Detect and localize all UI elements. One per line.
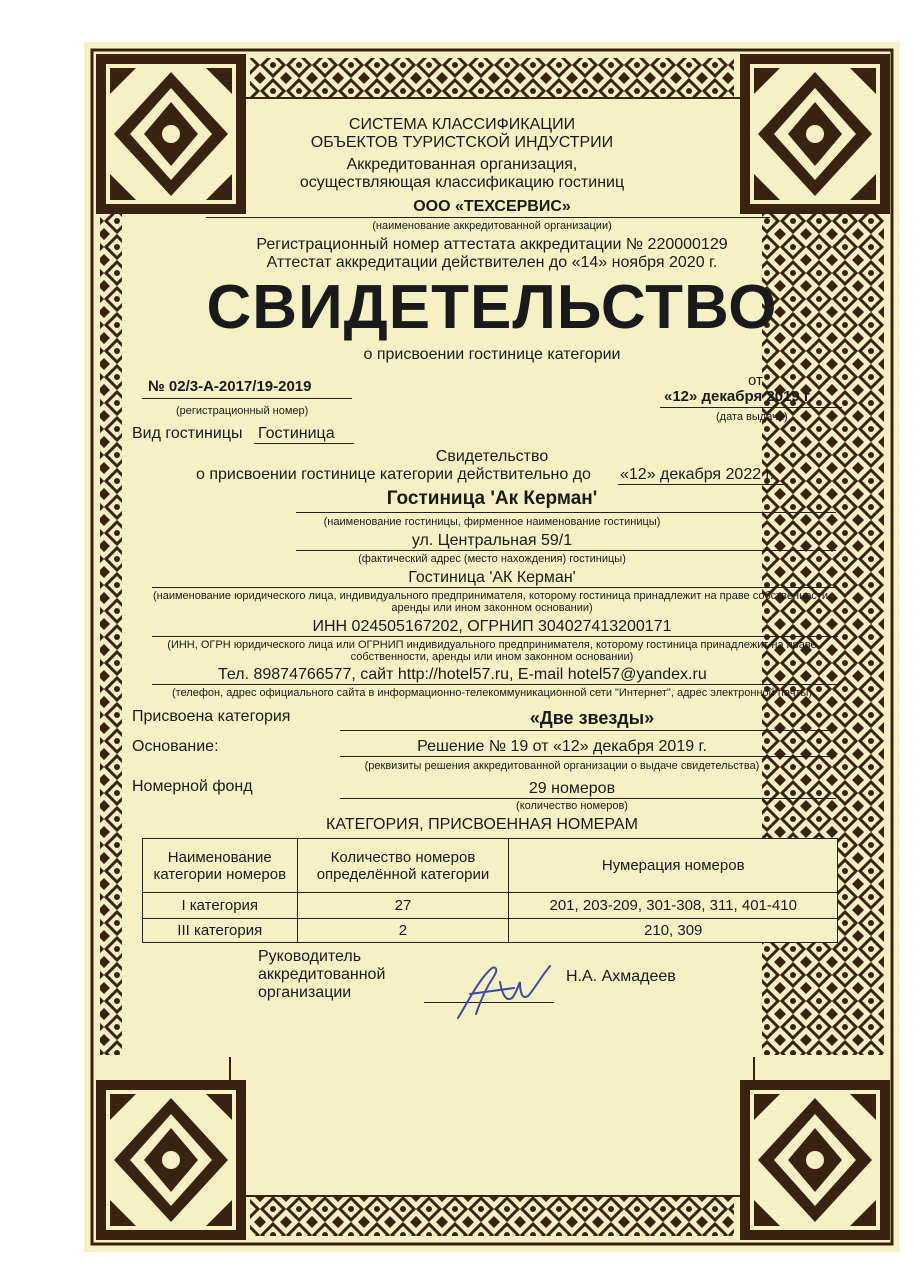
hotel-inn-underline	[152, 636, 838, 637]
org-description-line2: осуществляющая классификацию гостиниц	[299, 174, 625, 191]
rooms-value: 29 номеров	[528, 780, 616, 797]
document-title: СВИДЕТЕЛЬСТВО	[206, 273, 778, 342]
signatory-name: Н.А. Ахмадеев	[566, 968, 676, 985]
validity-line1: Свидетельство	[435, 448, 549, 465]
table-cell: I категория	[143, 893, 298, 919]
hotel-contacts-underline	[152, 684, 838, 685]
category-underline	[340, 730, 836, 731]
certificate-number: № 02/3-А-2017/19-2019	[148, 378, 312, 395]
certificate-number-underline	[142, 398, 352, 399]
hotel-address: ул. Центральная 59/1	[411, 532, 573, 549]
org-name-underline	[206, 217, 770, 218]
hotel-type-underline	[254, 443, 354, 444]
table-header-cell: Нумерация номеров	[509, 839, 838, 893]
hotel-type-label: Вид гостиницы	[132, 425, 243, 442]
from-label: от	[748, 372, 763, 389]
table-cell: 201, 203-209, 301-308, 311, 401-410	[509, 893, 838, 919]
table-cell: 27	[297, 893, 509, 919]
table-header-row	[143, 839, 838, 893]
system-title-line2: ОБЪЕКТОВ ТУРИСТСКОЙ ИНДУСТРИИ	[310, 134, 614, 151]
hotel-owner-underline	[152, 587, 838, 588]
signatory-role-line2: аккредитованной	[258, 966, 386, 983]
validity-line2: о присвоении гостинице категории действительно до	[196, 466, 591, 483]
hotel-contacts-caption: (телефон, адрес официального сайта в информационно-телекоммуникационной сети "Интернет", адрес электронной почты)	[171, 687, 813, 699]
table-cell: 2	[297, 919, 509, 943]
category-value: «Две звезды»	[529, 708, 655, 728]
org-name: ООО «ТЕХСЕРВИС»	[413, 198, 571, 215]
signatory-role-line3: организации	[258, 984, 352, 1001]
table-cell: III категория	[143, 919, 298, 943]
hotel-inn-caption-line2: собственности, аренды или ином законном основании)	[350, 651, 634, 663]
table-header-cell: Количество номеров определённой категории	[297, 839, 509, 893]
basis-caption: (реквизиты решения аккредитованной организации о выдаче свидетельства)	[364, 760, 760, 772]
hotel-name-underline	[296, 512, 836, 513]
hotel-address-caption: (фактический адрес (место нахождения) гостиницы)	[358, 553, 626, 565]
room-category-table	[142, 838, 838, 943]
basis-label: Основание:	[132, 738, 219, 755]
rooms-underline	[340, 798, 836, 799]
basis-value: Решение № 19 от «12» декабря 2019 г.	[417, 738, 707, 755]
accreditation-valid-line: Аттестат аккредитации действителен до «14» ноября 2020 г.	[266, 254, 718, 271]
issue-date-underline	[660, 407, 842, 408]
handwritten-signature	[440, 958, 560, 1028]
certificate-number-caption: (регистрационный номер)	[176, 405, 309, 417]
rooms-caption: (количество номеров)	[516, 800, 628, 812]
hotel-inn: ИНН 024505167202, ОГРНИП 304027413200171	[312, 618, 672, 635]
validity-date: «12» декабря 2022 г.	[620, 466, 774, 483]
system-title-line1: СИСТЕМА КЛАССИФИКАЦИИ	[348, 116, 576, 133]
category-label: Присвоена категория	[132, 708, 291, 725]
hotel-name: Гостиница 'Ак Керман'	[386, 488, 598, 509]
hotel-owner-caption-line2: аренды или ином законном основании)	[391, 602, 593, 614]
hotel-address-underline	[296, 550, 836, 551]
hotel-owner-caption-line1: (наименование юридического лица, индивидуального предпринимателя, которому гостиница принадлежит на праве собственности,	[152, 590, 832, 602]
basis-underline	[340, 756, 836, 757]
org-name-caption: (наименование аккредитованной организации)	[372, 220, 612, 232]
hotel-type-value: Гостиница	[258, 425, 335, 442]
issue-date: «12» декабря 2019 г.	[664, 388, 813, 405]
table-header-cell: Наименование категории номеров	[143, 839, 298, 893]
hotel-inn-caption-line1: (ИНН, ОГРН юридического лица или ОГРНИП индивидуального предпринимателя, которому гостиница принадлежит на праве	[167, 639, 817, 651]
table-title: КАТЕГОРИЯ, ПРИСВОЕННАЯ НОМЕРАМ	[326, 816, 638, 833]
org-description-line1: Аккредитованная организация,	[346, 156, 578, 173]
signatory-role-line1: Руководитель	[258, 948, 362, 965]
rooms-label: Номерной фонд	[132, 778, 253, 795]
table-row	[143, 893, 838, 919]
hotel-owner: Гостиница 'АК Керман'	[408, 569, 576, 586]
validity-date-underline	[618, 484, 788, 485]
table-row	[143, 919, 838, 943]
hotel-contacts: Тел. 89874766577, сайт http://hotel57.ru, E-mail hotel57@yandex.ru	[218, 666, 707, 683]
hotel-name-caption: (наименование гостиницы, фирменное наименование гостиницы)	[323, 516, 661, 528]
issue-date-caption: (дата выдачи)	[716, 411, 788, 423]
document-subtitle: о присвоении гостинице категории	[363, 346, 621, 363]
reg-number-line: Регистрационный номер аттестата аккредитации № 220000129	[256, 236, 728, 253]
table-cell: 210, 309	[509, 919, 838, 943]
